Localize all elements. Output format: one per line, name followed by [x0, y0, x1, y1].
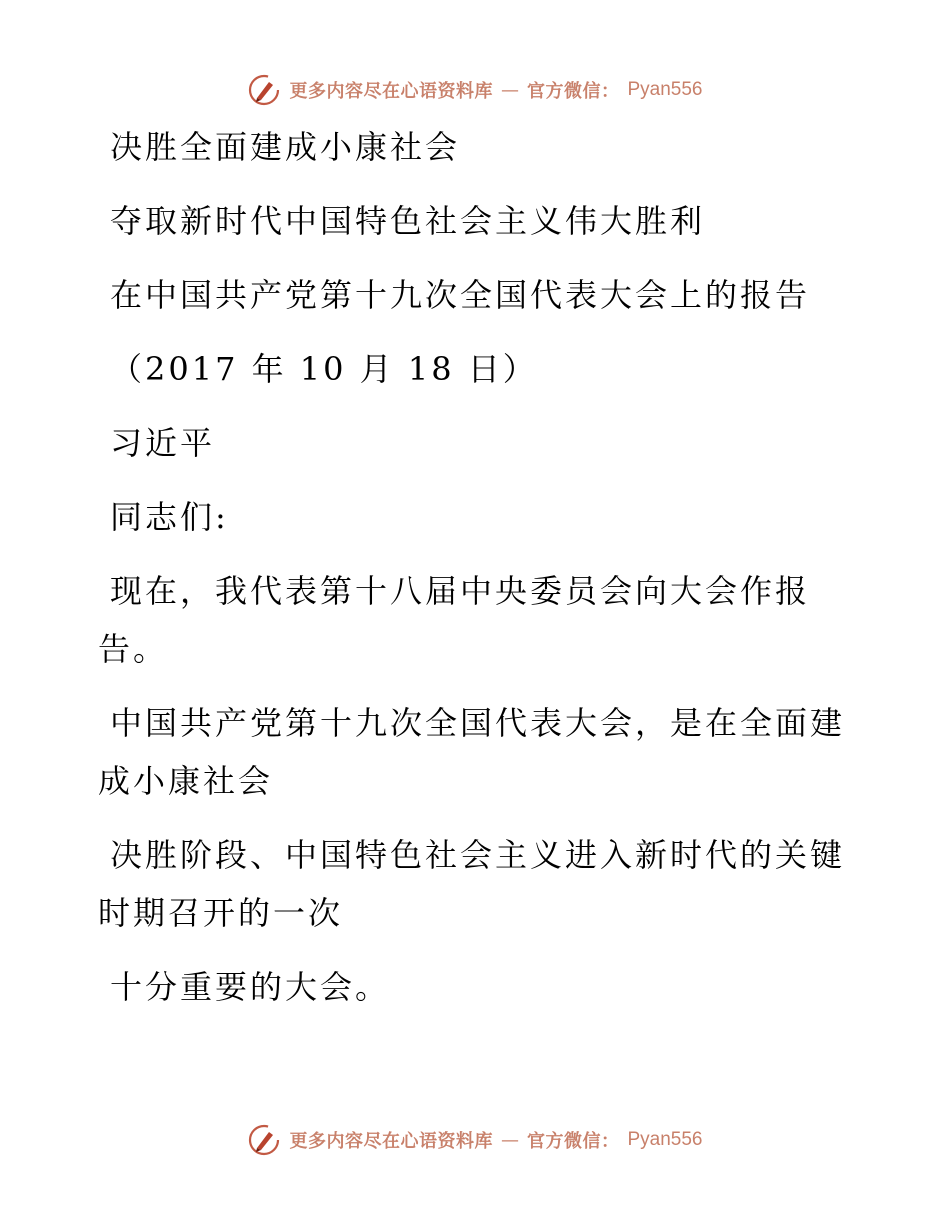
paragraph-2	[98, 694, 858, 810]
watermark-official-text: 官方微信：	[526, 1131, 620, 1152]
document-title-line2: 夺取新时代中国特色社会主义伟大胜利	[110, 202, 706, 240]
document-subtitle: 在中国共产党第十九次全国代表大会上的报告	[110, 276, 811, 314]
paragraph-1	[98, 562, 858, 678]
paragraph-3-line2: 时期召开的一次	[98, 894, 344, 932]
watermark-brand-text: 更多内容尽在心语资料库	[289, 81, 493, 102]
footer-watermark	[0, 1120, 950, 1160]
paragraph-4: 十分重要的大会。	[110, 968, 391, 1006]
paragraph-3-line1: 决胜阶段、中国特色社会主义进入新时代的关键	[110, 836, 846, 874]
document-title-line1: 决胜全面建成小康社会	[110, 128, 461, 166]
document-author: 习近平	[110, 424, 216, 462]
watermark-separator: —	[500, 1129, 519, 1151]
document-date: （2017 年 10 月 18 日）	[110, 350, 538, 388]
watermark-wechat-id: Pyan556	[627, 1129, 703, 1150]
paragraph-1-line1: 现在，我代表第十八届中央委员会向大会作报	[110, 572, 811, 610]
document-salutation: 同志们:	[110, 498, 229, 536]
pen-logo-icon	[247, 1123, 281, 1157]
pen-logo-icon	[247, 73, 281, 107]
watermark-wechat-id: Pyan556	[627, 79, 703, 100]
paragraph-3	[98, 826, 858, 942]
header-watermark	[0, 70, 950, 110]
paragraph-1-line2: 告。	[98, 630, 169, 668]
watermark-official-text: 官方微信：	[526, 81, 620, 102]
watermark-separator: —	[500, 79, 519, 101]
watermark-brand-text: 更多内容尽在心语资料库	[289, 1131, 493, 1152]
paragraph-2-line1: 中国共产党第十九次全国代表大会，是在全面建	[110, 704, 846, 742]
document-body	[98, 118, 858, 1016]
paragraph-2-line2: 成小康社会	[98, 762, 274, 800]
